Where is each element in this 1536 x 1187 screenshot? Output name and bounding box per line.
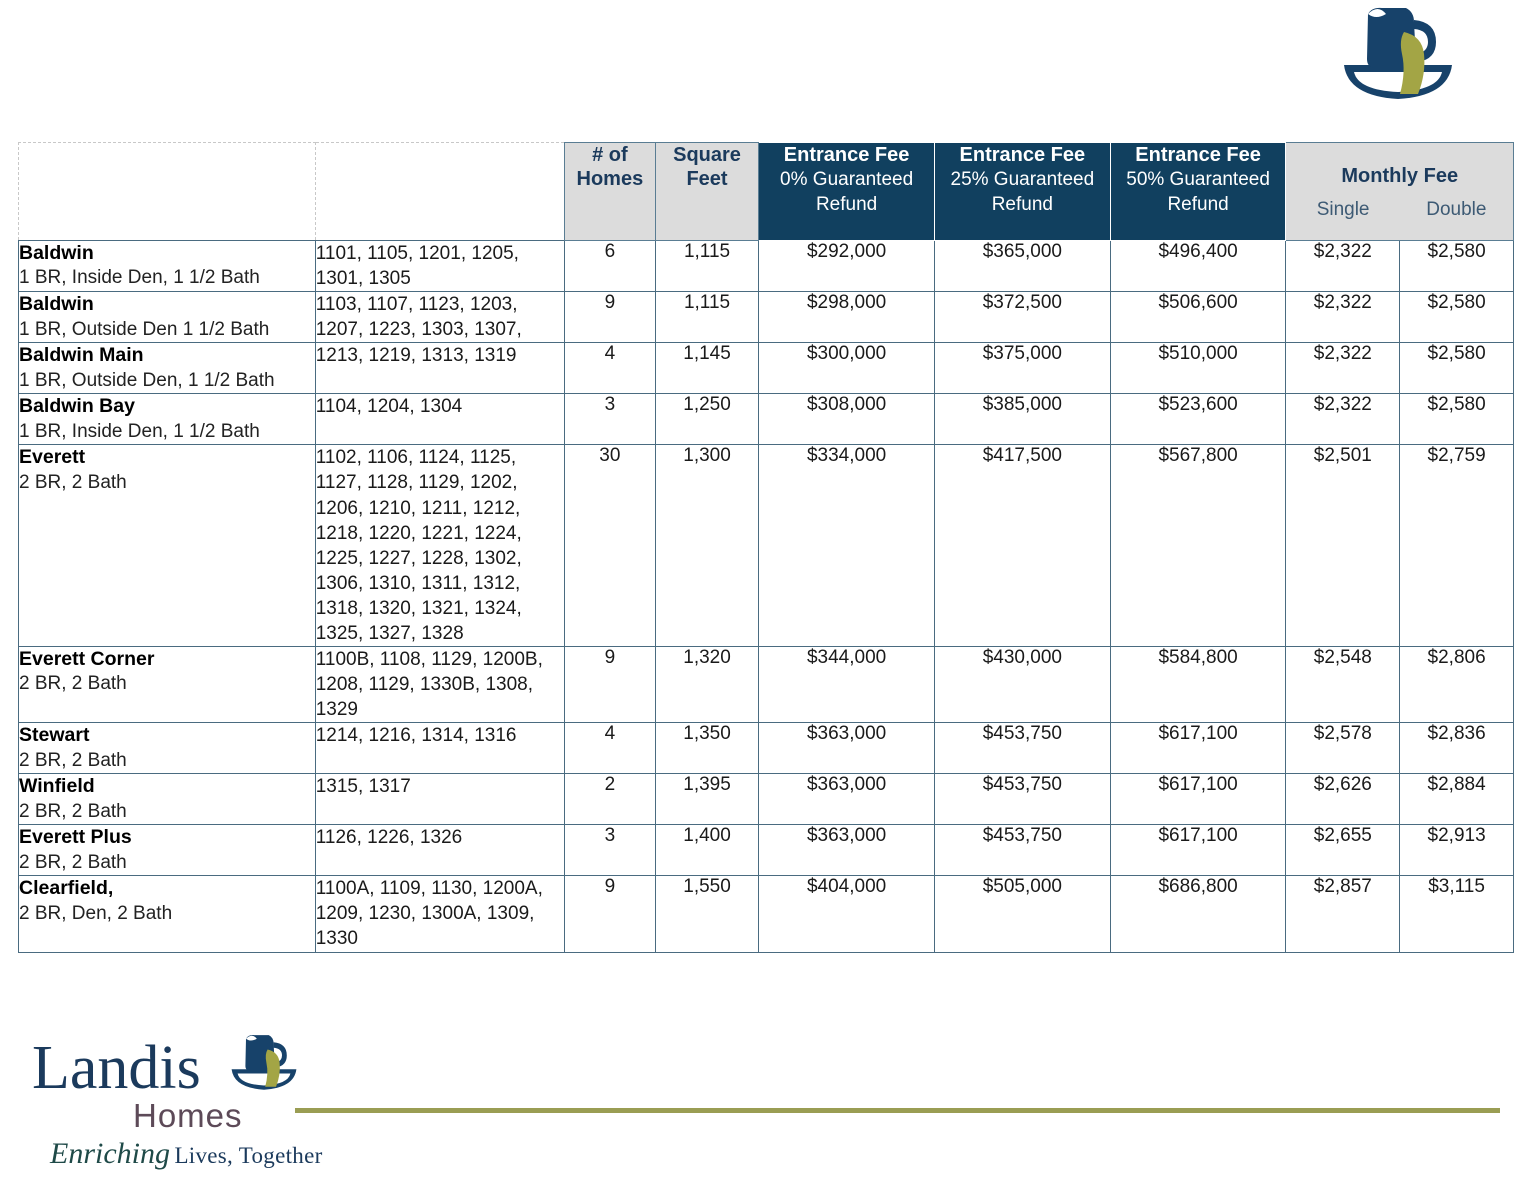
cell-num-homes: 3 xyxy=(564,825,655,876)
header-entrance-fee-25-sub2: Refund xyxy=(991,193,1053,215)
cell-unit-numbers: 1100B, 1108, 1129, 1200B, 1208, 1129, 1330B, 1308, 1329 xyxy=(315,647,564,723)
unit-description: 2 BR, Den, 2 Bath xyxy=(19,902,173,924)
unit-name: Baldwin xyxy=(19,293,94,316)
brand-tagline-enriching: Enriching xyxy=(50,1137,170,1170)
unit-name: Winfield xyxy=(19,775,95,798)
cell-monthly-double: $2,806 xyxy=(1400,647,1514,723)
header-entrance-fee-0-sub2: Refund xyxy=(815,193,878,215)
cell-unit-name xyxy=(19,647,316,723)
cell-monthly-single: $2,857 xyxy=(1286,876,1400,952)
table-row xyxy=(19,825,1514,876)
unit-name: Baldwin Main xyxy=(19,344,144,367)
header-monthly-single: Single xyxy=(1316,199,1370,220)
cell-monthly-double: $2,580 xyxy=(1400,292,1514,343)
cell-unit-numbers: 1315, 1317 xyxy=(315,774,564,825)
header-square-feet xyxy=(655,143,758,241)
cell-entrance-fee-25: $430,000 xyxy=(934,647,1110,723)
cell-entrance-fee-0: $363,000 xyxy=(759,723,935,774)
cell-monthly-double: $2,913 xyxy=(1400,825,1514,876)
cell-unit-numbers: 1126, 1226, 1326 xyxy=(315,825,564,876)
cell-entrance-fee-50: $617,100 xyxy=(1110,723,1286,774)
cell-monthly-double: $2,836 xyxy=(1400,723,1514,774)
brand-name-landis: Landis xyxy=(32,1034,201,1102)
header-num-homes xyxy=(564,143,655,241)
header-entrance-fee-0 xyxy=(759,143,935,241)
cell-entrance-fee-25: $453,750 xyxy=(934,825,1110,876)
cell-unit-name xyxy=(19,876,316,952)
header-monthly-fee-title: Monthly Fee xyxy=(1341,165,1459,187)
cell-unit-numbers: 1214, 1216, 1314, 1316 xyxy=(315,723,564,774)
brand-tagline-rest: Lives, Together xyxy=(174,1143,323,1168)
table-row xyxy=(19,445,1514,647)
cell-unit-name xyxy=(19,723,316,774)
pricing-table-body xyxy=(19,241,1514,953)
cell-monthly-double: $2,580 xyxy=(1400,394,1514,445)
header-blank-units xyxy=(315,143,564,241)
header-monthly-fee-subcols xyxy=(1286,199,1513,221)
cell-entrance-fee-50: $496,400 xyxy=(1110,241,1286,292)
unit-name: Everett Corner xyxy=(19,648,155,670)
cell-monthly-single: $2,578 xyxy=(1286,723,1400,774)
cell-entrance-fee-50: $617,100 xyxy=(1110,825,1286,876)
header-entrance-fee-50-sub2: Refund xyxy=(1167,193,1229,215)
cell-square-feet: 1,145 xyxy=(655,343,758,394)
pricing-table-container xyxy=(18,142,1514,953)
cell-monthly-single: $2,322 xyxy=(1286,394,1400,445)
cell-square-feet: 1,115 xyxy=(655,292,758,343)
cell-entrance-fee-25: $385,000 xyxy=(934,394,1110,445)
unit-description: 1 BR, Inside Den, 1 1/2 Bath xyxy=(19,420,260,442)
table-row xyxy=(19,292,1514,343)
cell-num-homes: 3 xyxy=(564,394,655,445)
cell-unit-name xyxy=(19,292,316,343)
header-entrance-fee-25-sub1: 25% Guaranteed xyxy=(950,169,1095,191)
pitcher-and-basin-logo-top xyxy=(1338,2,1458,107)
pitcher-and-basin-logo-footer xyxy=(228,1027,300,1099)
cell-entrance-fee-50: $567,800 xyxy=(1110,445,1286,647)
header-entrance-fee-50-sub1: 50% Guaranteed xyxy=(1126,169,1270,191)
unit-description: 1 BR, Outside Den, 1 1/2 Bath xyxy=(19,369,275,391)
header-entrance-fee-50 xyxy=(1110,143,1286,241)
unit-description: 2 BR, 2 Bath xyxy=(19,800,127,822)
landis-homes-logo xyxy=(32,1025,323,1170)
cell-monthly-double: $3,115 xyxy=(1400,876,1514,952)
header-num-homes-line2: Homes xyxy=(576,168,644,191)
pricing-table xyxy=(18,142,1514,953)
cell-entrance-fee-0: $334,000 xyxy=(759,445,935,647)
cell-monthly-single: $2,322 xyxy=(1286,241,1400,292)
footer xyxy=(0,1017,1536,1187)
cell-monthly-single: $2,322 xyxy=(1286,343,1400,394)
cell-num-homes: 9 xyxy=(564,647,655,723)
cell-unit-numbers: 1101, 1105, 1201, 1205, 1301, 1305 xyxy=(315,241,564,292)
unit-name: Stewart xyxy=(19,724,90,747)
cell-num-homes: 4 xyxy=(564,343,655,394)
cell-num-homes: 9 xyxy=(564,292,655,343)
table-row xyxy=(19,343,1514,394)
header-entrance-fee-25-title: Entrance Fee xyxy=(959,144,1086,166)
header-monthly-fee-group xyxy=(1286,143,1514,241)
brand-name-homes: Homes xyxy=(133,1097,243,1134)
cell-monthly-single: $2,548 xyxy=(1286,647,1400,723)
cell-entrance-fee-25: $505,000 xyxy=(934,876,1110,952)
header-entrance-fee-25 xyxy=(934,143,1110,241)
cell-entrance-fee-0: $292,000 xyxy=(759,241,935,292)
cell-num-homes: 4 xyxy=(564,723,655,774)
unit-name: Everett xyxy=(19,446,86,469)
cell-monthly-double: $2,759 xyxy=(1400,445,1514,647)
header-square-feet-line1: Square xyxy=(673,144,741,166)
cell-unit-name xyxy=(19,343,316,394)
cell-num-homes: 9 xyxy=(564,876,655,952)
cell-entrance-fee-0: $363,000 xyxy=(759,774,935,825)
table-header-row xyxy=(19,143,1514,241)
table-row xyxy=(19,876,1514,952)
cell-entrance-fee-0: $363,000 xyxy=(759,825,935,876)
cell-unit-name xyxy=(19,825,316,876)
cell-unit-numbers: 1103, 1107, 1123, 1203, 1207, 1223, 1303, 1307, xyxy=(315,292,564,343)
table-row xyxy=(19,774,1514,825)
table-row xyxy=(19,394,1514,445)
cell-unit-numbers: 1102, 1106, 1124, 1125, 1127, 1128, 1129, 1202, 1206, 1210, 1211, 1212, 1218, 1220, 1221, 1224, 1225, 1227, 1228, 1302, 1306, 1310, 1311, 1312, 1318, 1320, 1321, 1324, 1325, 1327, 1328 xyxy=(315,445,564,647)
cell-monthly-single: $2,626 xyxy=(1286,774,1400,825)
cell-monthly-single: $2,322 xyxy=(1286,292,1400,343)
cell-square-feet: 1,400 xyxy=(655,825,758,876)
header-entrance-fee-50-title: Entrance Fee xyxy=(1135,144,1261,166)
unit-description: 2 BR, 2 Bath xyxy=(19,749,127,771)
header-square-feet-line2: Feet xyxy=(686,168,728,191)
cell-entrance-fee-0: $404,000 xyxy=(759,876,935,952)
cell-unit-name xyxy=(19,774,316,825)
cell-entrance-fee-0: $298,000 xyxy=(759,292,935,343)
cell-entrance-fee-25: $417,500 xyxy=(934,445,1110,647)
cell-monthly-single: $2,655 xyxy=(1286,825,1400,876)
cell-entrance-fee-50: $617,100 xyxy=(1110,774,1286,825)
cell-square-feet: 1,320 xyxy=(655,647,758,723)
cell-unit-name xyxy=(19,241,316,292)
unit-description: 2 BR, 2 Bath xyxy=(19,851,127,873)
header-num-homes-line1: # of xyxy=(592,144,628,166)
cell-entrance-fee-25: $375,000 xyxy=(934,343,1110,394)
brand-tagline xyxy=(50,1137,323,1171)
unit-name: Baldwin Bay xyxy=(19,395,135,418)
unit-name: Baldwin xyxy=(19,242,94,264)
cell-unit-name xyxy=(19,394,316,445)
unit-description: 2 BR, 2 Bath xyxy=(19,471,127,493)
cell-entrance-fee-25: $453,750 xyxy=(934,723,1110,774)
table-row xyxy=(19,241,1514,292)
cell-square-feet: 1,350 xyxy=(655,723,758,774)
cell-unit-numbers: 1100A, 1109, 1130, 1200A, 1209, 1230, 1300A, 1309, 1330 xyxy=(315,876,564,952)
cell-entrance-fee-50: $510,000 xyxy=(1110,343,1286,394)
cell-monthly-double: $2,580 xyxy=(1400,343,1514,394)
cell-monthly-double: $2,884 xyxy=(1400,774,1514,825)
cell-num-homes: 2 xyxy=(564,774,655,825)
cell-square-feet: 1,250 xyxy=(655,394,758,445)
header-entrance-fee-0-title: Entrance Fee xyxy=(783,144,910,166)
cell-monthly-single: $2,501 xyxy=(1286,445,1400,647)
unit-name: Everett Plus xyxy=(19,826,132,849)
cell-num-homes: 30 xyxy=(564,445,655,647)
cell-entrance-fee-0: $300,000 xyxy=(759,343,935,394)
cell-square-feet: 1,300 xyxy=(655,445,758,647)
header-blank-name xyxy=(19,143,316,241)
table-row xyxy=(19,647,1514,723)
cell-entrance-fee-0: $344,000 xyxy=(759,647,935,723)
cell-entrance-fee-50: $584,800 xyxy=(1110,647,1286,723)
unit-description: 1 BR, Inside Den, 1 1/2 Bath xyxy=(19,267,260,289)
header-entrance-fee-0-sub1: 0% Guaranteed xyxy=(780,169,914,191)
cell-unit-numbers: 1213, 1219, 1313, 1319 xyxy=(315,343,564,394)
cell-entrance-fee-50: $686,800 xyxy=(1110,876,1286,952)
cell-unit-numbers: 1104, 1204, 1304 xyxy=(315,394,564,445)
cell-entrance-fee-25: $453,750 xyxy=(934,774,1110,825)
cell-square-feet: 1,395 xyxy=(655,774,758,825)
footer-divider-rule xyxy=(295,1108,1500,1113)
cell-square-feet: 1,115 xyxy=(655,241,758,292)
cell-unit-name xyxy=(19,445,316,647)
unit-description: 2 BR, 2 Bath xyxy=(19,673,127,695)
cell-entrance-fee-25: $365,000 xyxy=(934,241,1110,292)
cell-entrance-fee-25: $372,500 xyxy=(934,292,1110,343)
cell-entrance-fee-50: $506,600 xyxy=(1110,292,1286,343)
cell-entrance-fee-50: $523,600 xyxy=(1110,394,1286,445)
cell-num-homes: 6 xyxy=(564,241,655,292)
cell-monthly-double: $2,580 xyxy=(1400,241,1514,292)
table-row xyxy=(19,723,1514,774)
unit-description: 1 BR, Outside Den 1 1/2 Bath xyxy=(19,318,270,340)
unit-name: Clearfield, xyxy=(19,877,114,900)
header-monthly-double: Double xyxy=(1426,199,1487,220)
cell-square-feet: 1,550 xyxy=(655,876,758,952)
cell-entrance-fee-0: $308,000 xyxy=(759,394,935,445)
